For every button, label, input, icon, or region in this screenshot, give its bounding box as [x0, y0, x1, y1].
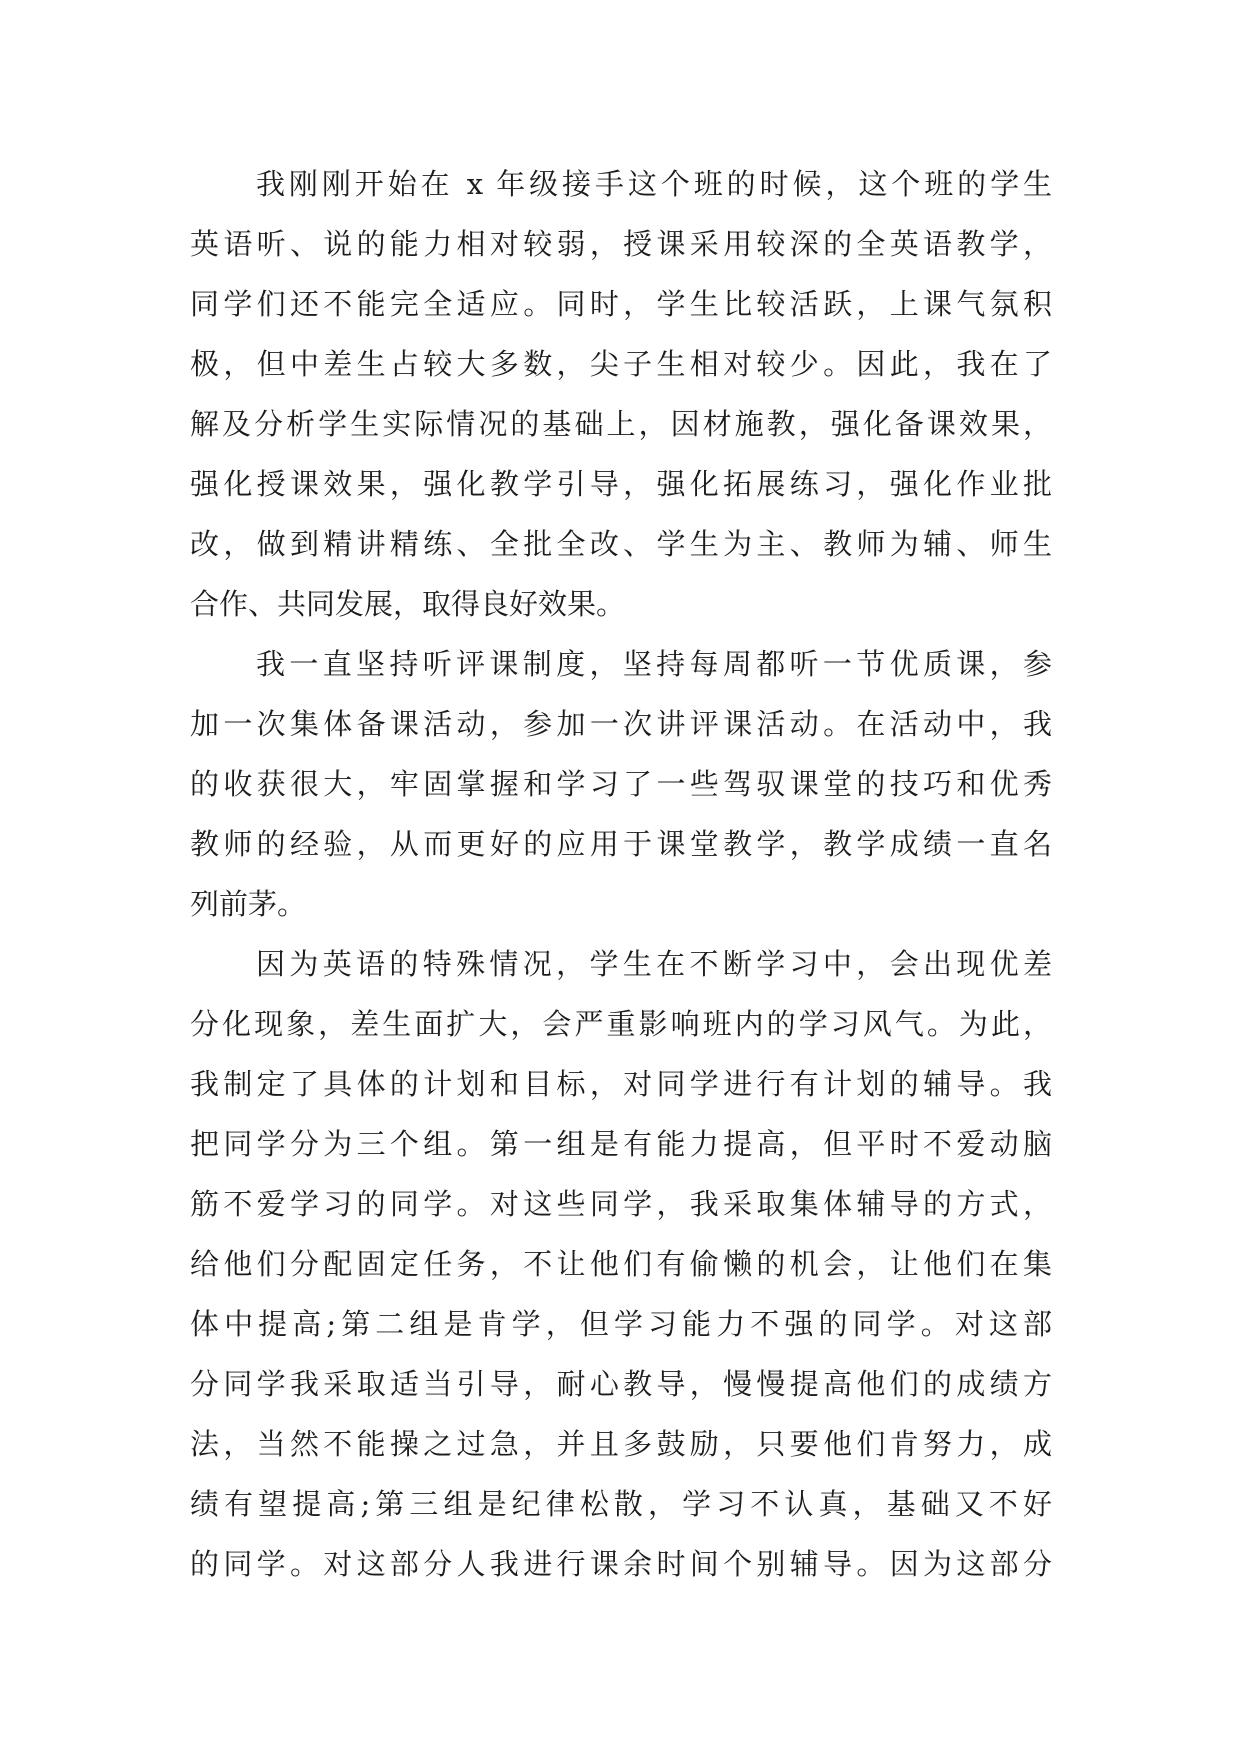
paragraph-1-line-7: 改，做到精讲精练、全批全改、学生为主、教师为辅、师生: [190, 527, 1052, 561]
paragraph-3-line-1: 因为英语的特殊情况，学生在不断学习中，会出现优差: [256, 947, 1052, 981]
paragraph-3-line-8: 分同学我采取适当引导，耐心教导，慢慢提高他们的成绩方: [190, 1367, 1052, 1401]
paragraph-1-line-1: 我刚刚开始在 x 年级接手这个班的时候，这个班的学生: [256, 167, 1052, 201]
paragraph-3-line-11: 的同学。对这部分人我进行课余时间个别辅导。因为这部分: [190, 1547, 1052, 1581]
paragraph-2-line-5: 列前茅。: [190, 887, 307, 921]
paragraph-1-line-6: 强化授课效果，强化教学引导，强化拓展练习，强化作业批: [190, 467, 1052, 501]
paragraph-2-line-2: 加一次集体备课活动，参加一次讲评课活动。在活动中，我: [190, 707, 1052, 741]
paragraph-1-line-8: 合作、共同发展，取得良好效果。: [190, 587, 626, 621]
paragraph-1-line-5: 解及分析学生实际情况的基础上，因材施教，强化备课效果，: [190, 407, 1052, 441]
paragraph-3-line-5: 筋不爱学习的同学。对这些同学，我采取集体辅导的方式，: [190, 1187, 1052, 1221]
paragraph-1-line-2: 英语听、说的能力相对较弱，授课采用较深的全英语教学，: [190, 227, 1052, 261]
paragraph-1-line-4: 极，但中差生占较大多数，尖子生相对较少。因此，我在了: [190, 347, 1052, 381]
paragraph-2-line-3: 的收获很大，牢固掌握和学习了一些驾驭课堂的技巧和优秀: [190, 767, 1052, 801]
paragraph-3-line-7: 体中提高;第二组是肯学，但学习能力不强的同学。对这部: [190, 1307, 1052, 1341]
paragraph-3-line-9: 法，当然不能操之过急，并且多鼓励，只要他们肯努力，成: [190, 1427, 1052, 1461]
paragraph-2-line-1: 我一直坚持听评课制度，坚持每周都听一节优质课，参: [256, 647, 1052, 681]
paragraph-1-line-3: 同学们还不能完全适应。同时，学生比较活跃，上课气氛积: [190, 287, 1052, 321]
paragraph-3-line-6: 给他们分配固定任务，不让他们有偷懒的机会，让他们在集: [190, 1247, 1052, 1281]
paragraph-3-line-3: 我制定了具体的计划和目标，对同学进行有计划的辅导。我: [190, 1067, 1052, 1101]
paragraph-2-line-4: 教师的经验，从而更好的应用于课堂教学，教学成绩一直名: [190, 827, 1052, 861]
paragraph-3-line-10: 绩有望提高;第三组是纪律松散，学习不认真，基础又不好: [190, 1487, 1052, 1521]
paragraph-3-line-2: 分化现象，差生面扩大，会严重影响班内的学习风气。为此，: [190, 1007, 1052, 1041]
paragraph-3-line-4: 把同学分为三个组。第一组是有能力提高，但平时不爱动脑: [190, 1127, 1052, 1161]
